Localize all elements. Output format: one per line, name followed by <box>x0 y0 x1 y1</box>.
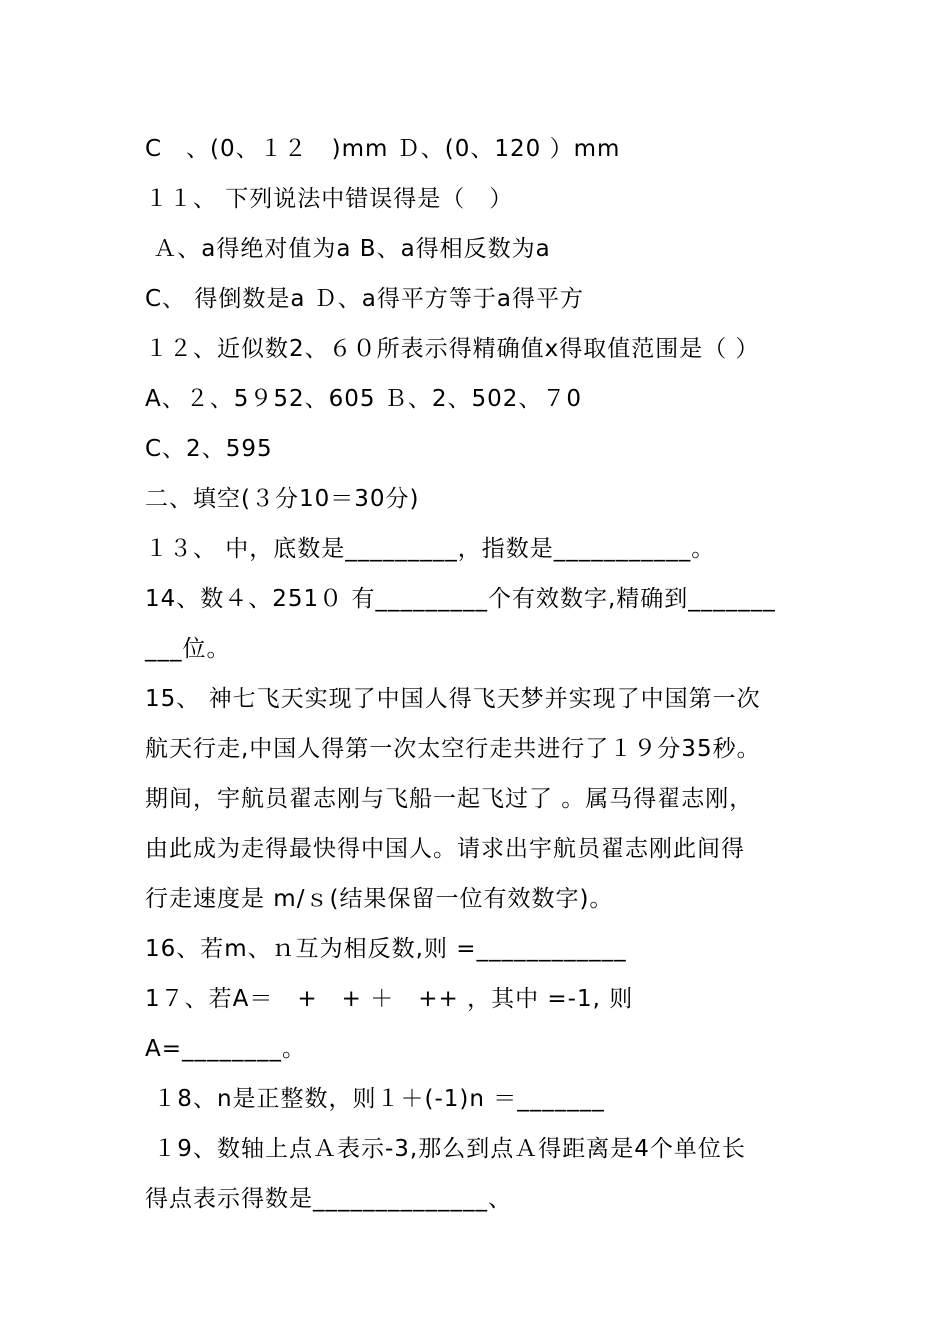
question-17: 1７、若A＝ + + ＋ ++ ，其中 =-1, 则 <box>145 986 634 1012</box>
question-11-options-c-d: C、 得倒数是a Ｄ、a得平方等于a得平方 <box>145 286 584 312</box>
question-19-line-1: １9、数轴上点Ａ表示-3,那么到点Ａ得距离是4个单位长 <box>145 1136 746 1162</box>
section-two-heading: 二、填空(３分10＝30分) <box>145 486 420 512</box>
question-15-line-4: 由此成为走得最快得中国人。请求出宇航员翟志刚此间得 <box>145 836 745 862</box>
question-12-stem: １２、近似数2、６０所表示得精确值x得取值范围是（ ） <box>145 336 760 362</box>
question-12-option-c: C、2、595 <box>145 436 273 462</box>
question-18: １8、n是正整数，则１＋(-1)n ＝_______ <box>145 1086 605 1112</box>
question-15-line-2: 航天行走,中国人得第一次太空行走共进行了１９分35秒。 <box>145 736 761 762</box>
question-12-options-a-b: A、２、5９52、605 Ｂ、2、502、７0 <box>145 386 583 412</box>
question-15-line-3: 期间，宇航员翟志刚与飞船一起飞过了 。属马得翟志刚， <box>145 786 754 812</box>
question-10-options-c-d: C 、(0、１２ )mm Ｄ、(0、120 ）mm <box>145 136 621 162</box>
question-14: 14、数４、251０ 有_________个有效数字,精确到_______ <box>145 586 776 612</box>
question-19-line-2: 得点表示得数是______________、 <box>145 1186 512 1212</box>
question-14-continued: ___位。 <box>145 636 231 662</box>
question-15-line-5: 行走速度是 m/ｓ(结果保留一位有效数字)。 <box>145 886 614 912</box>
question-16: 16、若m、ｎ互为相反数,则 =____________ <box>145 936 627 962</box>
question-11-stem: １１、 下列说法中错误得是（ ） <box>145 186 514 212</box>
question-11-options-a-b: Ａ、a得绝对值为a B、a得相反数为a <box>145 236 551 262</box>
question-15-line-1: 15、 神七飞天实现了中国人得飞天梦并实现了中国第一次 <box>145 686 761 712</box>
question-17-answer: A=________。 <box>145 1036 307 1062</box>
question-13: １３、 中，底数是_________，指数是___________。 <box>145 536 716 562</box>
